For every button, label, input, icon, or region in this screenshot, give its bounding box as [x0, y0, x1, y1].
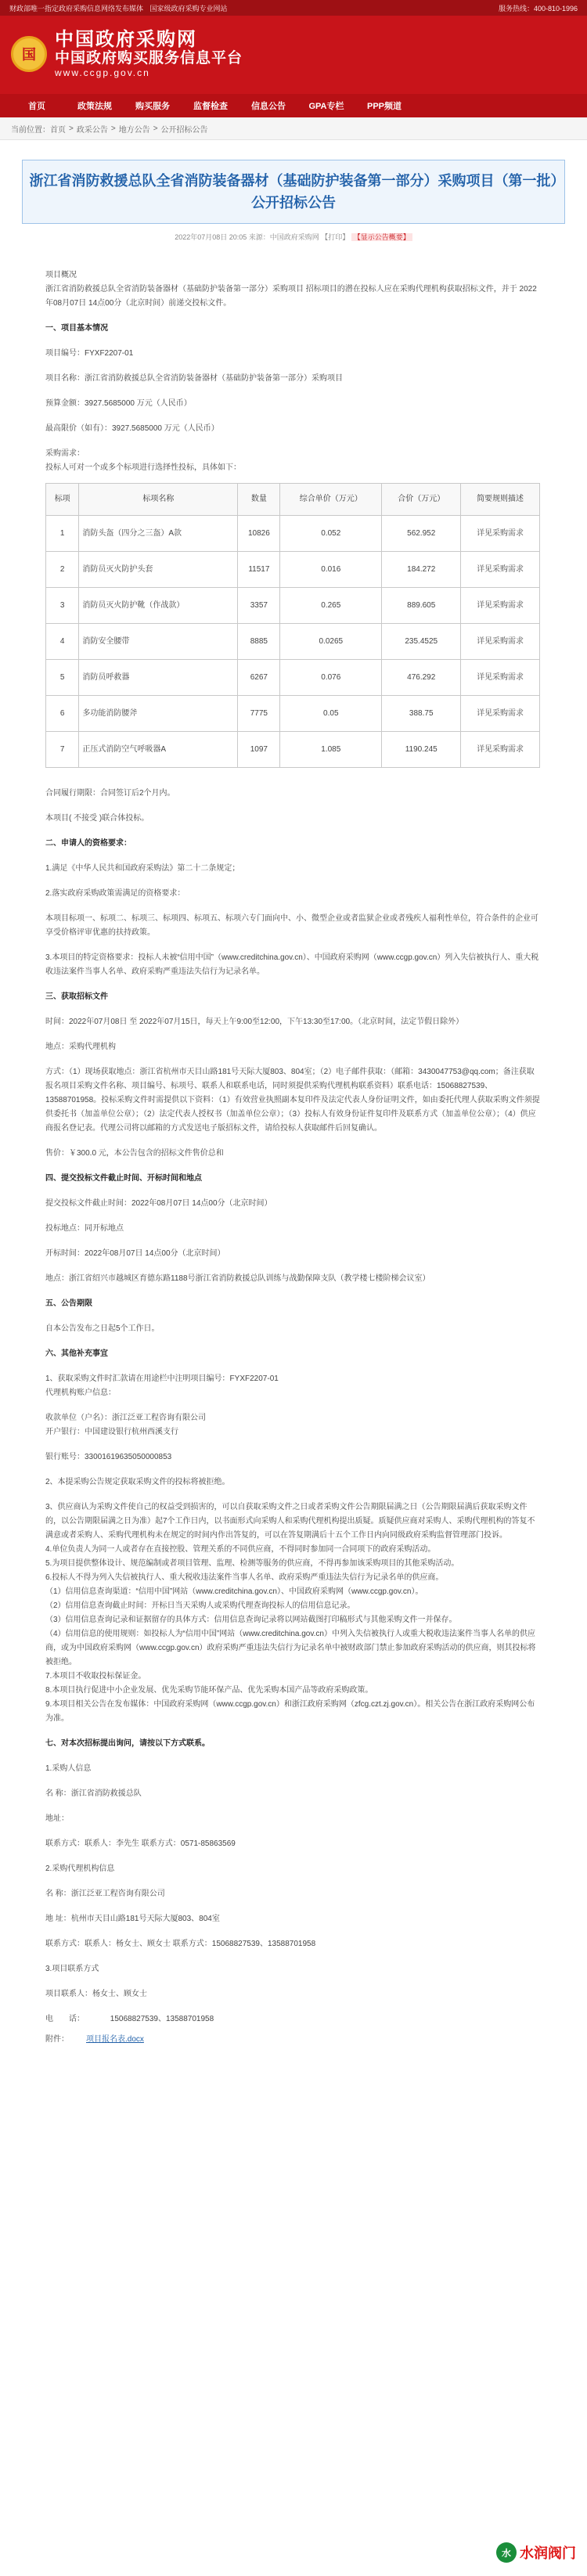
requirement-intro: 投标人可对一个或多个标项进行选择性投标，具体如下： — [45, 463, 241, 472]
cell-lot: 4 — [46, 624, 79, 660]
overview-head: 项目概况 — [45, 271, 77, 279]
top-bar — [0, 0, 587, 16]
lot-table — [45, 483, 540, 768]
site-url: www.ccgp.gov.cn — [55, 67, 150, 78]
project-name: 项目名称：浙江省消防救援总队全省消防装备器材（基础防护装备第一部分）采购项目 — [45, 374, 343, 383]
cell-desc: 详见采购需求 — [461, 696, 540, 732]
main-nav — [0, 94, 587, 117]
other-2: 2、本提采购公告规定获取采购文件的投标将被拒绝。 — [45, 1478, 230, 1486]
breadcrumb-home[interactable]: 首页 — [50, 125, 66, 135]
contact-3-tel-value: 15068827539、13588701958 — [110, 2015, 214, 2023]
nav-ppp[interactable]: PPP频道 — [366, 102, 402, 111]
cell-qty: 3357 — [238, 588, 280, 624]
cell-total: 562.952 — [382, 516, 461, 552]
contact-1-address: 地址： — [45, 1814, 69, 1823]
other-6c: （3）信用信息查询记录和证据留存的具体方式：信用信息查询记录将以网站截图打印稿形式与其他采购文件一并保存。 — [45, 1616, 457, 1624]
cell-lot: 6 — [46, 696, 79, 732]
period: 自本公告发布之日起5个工作日。 — [45, 1324, 160, 1333]
section-7-heading: 七、对本次招标提出询问，请按以下方式联系。 — [45, 1739, 210, 1748]
cell-qty: 6267 — [238, 660, 280, 696]
table-row — [46, 696, 540, 732]
qualification-1: 1.满足《中华人民共和国政府采购法》第二十二条规定； — [45, 864, 240, 873]
col-total: 合价（万元） — [382, 484, 461, 516]
watermark-logo-icon: 水 — [496, 2542, 517, 2563]
get-way: 方式：（1）现场获取地点：浙江省杭州市天目山路181号天际大厦803、804室；（2）电子邮件获取：（邮箱：3430047753@qq.com；备注获取报名项目采购文件名称、项目编号、标项号、联系人和联系电话，同时须提供采购代理机构联系资料）联系电话：15068827539、13588701958。投标采购文件时需提供以下资料：（1）有效营业执照副本复印件及法定代表人身份证明文件，如由委托代理人获取采购文件须提供委托书（加盖单位公章）；（2）法定代表人授权书（加盖单位公章）；（3）投标人有效身份证件复印件及联系方式（加盖单位公章）；（4）供应商报名登记表。代理公司将以邮箱的方式发送电子版招标文件，请给投标人获取邮件后回复确认。 — [45, 1068, 540, 1133]
cell-total: 388.75 — [382, 696, 461, 732]
cell-qty: 1097 — [238, 732, 280, 768]
site-name: 中国政府采购网 — [55, 29, 197, 50]
qualification-2: 2.落实政府采购政策需满足的资格要求： — [45, 889, 185, 898]
submit-place: 投标地点：同开标地点 — [45, 1224, 124, 1233]
other-3: 3、供应商认为采购文件使自己的权益受到损害的，可以自获取采购文件之日或者采购文件公告期限届满之日（公告期限届满后获取采购文件的，以公告期限届满之日为准）起7个工作日内，以书面形式向采购人和采购代理机构提出质疑。质疑供应商对采购人、采购代理机构的答复不满意或者采购人、采购代理机构未在规定的时间内作出答复的，可以在答复期满后十五个工作日内向同级政府采购监督管理部门投诉。 — [45, 1503, 535, 1540]
cell-desc: 详见采购需求 — [461, 660, 540, 696]
requirement-head: 采购需求： — [45, 449, 85, 458]
budget: 预算金额：3927.5685000 万元（人民币） — [45, 399, 192, 408]
cell-desc: 详见采购需求 — [461, 588, 540, 624]
other-5: 5.为项目提供整体设计、规范编制或者项目管理、监理、检测等服务的供应商，不得再参加该采购项目的其他采购活动。 — [45, 1559, 459, 1568]
qualification-3: 3.本项目的特定资格要求：投标人未被“信用中国”（www.creditchina.gov.cn）、中国政府采购网（www.ccgp.gov.cn）列入失信被执行人、重大税收违法案件当事人名单、政府采购严重违法失信行为记录名单。 — [45, 953, 539, 976]
cell-unit-price: 0.265 — [280, 588, 382, 624]
col-name: 标项名称 — [79, 484, 238, 516]
cell-unit-price: 0.05 — [280, 696, 382, 732]
notice-meta — [22, 232, 565, 242]
cell-qty: 10826 — [238, 516, 280, 552]
site-header — [0, 16, 587, 94]
consortium: 本项目( 不接受 )联合体投标。 — [45, 814, 149, 823]
breadcrumb-local[interactable]: 地方公告 — [118, 125, 150, 135]
contact-2-address: 地 址：杭州市天目山路181号天际大厦803、804室 — [45, 1915, 220, 1923]
open-time: 开标时间：2022年08月07日 14点00分（北京时间） — [45, 1249, 225, 1258]
cell-unit-price: 0.016 — [280, 552, 382, 588]
nav-services[interactable]: 购买服务 — [135, 102, 170, 111]
summary-toggle[interactable]: 【显示公告概要】 — [351, 233, 412, 241]
cell-qty: 7775 — [238, 696, 280, 732]
attachment-row — [45, 2033, 542, 2047]
other-1d: 开户银行：中国建设银行杭州西溪支行 — [45, 1428, 178, 1436]
cell-name: 多功能消防腰斧 — [79, 696, 238, 732]
nav-home[interactable]: 首页 — [28, 102, 45, 111]
other-7: 7.本项目不收取投标保证金。 — [45, 1672, 146, 1681]
site-logo[interactable] — [11, 30, 243, 78]
col-lot: 标项 — [46, 484, 79, 516]
attachment-label: 附件： — [45, 2035, 69, 2044]
notice-title: 浙江省消防救援总队全省消防装备器材（基础防护装备第一部分）采购项目（第一批）公开招标公告 — [29, 173, 558, 211]
cell-unit-price: 0.052 — [280, 516, 382, 552]
cell-qty: 8885 — [238, 624, 280, 660]
nav-supervision[interactable]: 监督检查 — [193, 102, 228, 111]
hotline: 服务热线：400-810-1996 — [498, 4, 578, 13]
watermark-text: 水润阀门 — [520, 2545, 576, 2561]
cell-desc: 详见采购需求 — [461, 552, 540, 588]
other-1: 1、获取采购文件时汇款请在用途栏中注明项目编号：FYXF2207-01 — [45, 1374, 279, 1383]
cell-name: 消防员灭火防护靴（作战款） — [79, 588, 238, 624]
cell-unit-price: 1.085 — [280, 732, 382, 768]
site-subname: 中国政府购买服务信息平台 — [55, 50, 243, 67]
contact-2-head: 2.采购代理机构信息 — [45, 1864, 115, 1873]
cell-unit-price: 0.0265 — [280, 624, 382, 660]
contact-3-head: 3.项目联系方式 — [45, 1965, 99, 1973]
cell-desc: 详见采购需求 — [461, 624, 540, 660]
deadline: 提交投标文件截止时间：2022年08月07日 14点00分（北京时间） — [45, 1199, 272, 1208]
cell-lot: 7 — [46, 732, 79, 768]
notice-body — [22, 268, 565, 2047]
top-link-2[interactable]: 国家级政府采购专业网站 — [149, 4, 228, 13]
get-place: 地点：采购代理机构 — [45, 1043, 116, 1051]
get-price: 售价：￥300.0 元，本公告包含的招标文件售价总和 — [45, 1149, 224, 1158]
breadcrumb-current[interactable]: 公开招标公告 — [160, 125, 208, 135]
contact-1-head: 1.采购人信息 — [45, 1764, 92, 1773]
cell-lot: 2 — [46, 552, 79, 588]
cell-desc: 详见采购需求 — [461, 516, 540, 552]
get-time: 时间：2022年07月08日 至 2022年07月15日，每天上午9:00至12:00，下午13:30至17:00。（北京时间，法定节假日除外） — [45, 1018, 464, 1026]
contact-3-tel-label: 电 话： — [45, 2015, 85, 2023]
other-6b: （2）信用信息查询截止时间：开标日当天采购人或采购代理查询投标人的信用信息记录。 — [45, 1601, 355, 1610]
other-8: 8.本项目执行促进中小企业发展、优先采购节能环保产品、优先采购本国产品等政府采购政策。 — [45, 1686, 373, 1695]
attachment-link[interactable]: 项目报名表.docx — [86, 2035, 144, 2044]
top-link-1[interactable]: 财政部唯一指定政府采购信息网络发布媒体 — [9, 4, 144, 13]
cell-name: 消防员灭火防护头套 — [79, 552, 238, 588]
other-1c: 收款单位（户名）：浙江泛亚工程咨询有限公司 — [45, 1414, 206, 1422]
table-row — [46, 552, 540, 588]
contact-2-tel: 联系方式：联系人：杨女士、顾女士 联系方式：15068827539、13588701958 — [45, 1940, 316, 1948]
contact-1-tel: 联系方式：联系人：李先生 联系方式：0571-85863569 — [45, 1839, 236, 1848]
cell-total: 1190.245 — [382, 732, 461, 768]
contact-3-person: 项目联系人：杨女士、顾女士 — [45, 1990, 147, 1998]
breadcrumb-notices[interactable]: 政采公告 — [76, 125, 108, 135]
other-6d: （4）信用信息的使用规则：如投标人为“信用中国”网站（www.creditchina.gov.cn）中列入失信被执行人或重大税收违法案件当事人名单的供应商，或为中国政府采购网（www.ccgp.gov.cn）政府采购严重违法失信行为记录名单中被财政部门禁止参加政府采购活动的供应商，则其投标将被拒绝。 — [45, 1630, 536, 1666]
cell-total: 235.4525 — [382, 624, 461, 660]
open-place: 地点：浙江省绍兴市越城区育德东路1188号浙江省消防救援总队训练与战勤保障支队（教学楼七楼阶梯会议室） — [45, 1274, 430, 1283]
cell-lot: 3 — [46, 588, 79, 624]
cell-unit-price: 0.076 — [280, 660, 382, 696]
cell-desc: 详见采购需求 — [461, 732, 540, 768]
cell-total: 184.272 — [382, 552, 461, 588]
publish-info: 2022年07月08日 20:05 来源：中国政府采购网 【打印】 — [175, 233, 350, 241]
section-2-heading: 二、申请人的资格要求： — [45, 839, 131, 848]
col-desc: 简要规则描述 — [461, 484, 540, 516]
nav-policy[interactable]: 政策法规 — [77, 102, 112, 111]
section-3-heading: 三、获取招标文件 — [45, 993, 108, 1001]
table-row — [46, 660, 540, 696]
cell-name: 消防头盔（四分之三盔）A款 — [79, 516, 238, 552]
cell-name: 消防员呼救器 — [79, 660, 238, 696]
overview-text: 浙江省消防救援总队全省消防装备器材（基础防护装备第一部分）采购项目 招标项目的潜在投标人应在采购代理机构获取招标文件，并于 2022年08月07日 14点00分（北京时间）前递交投标文件。 — [45, 285, 537, 308]
table-row — [46, 732, 540, 768]
table-header-row — [46, 484, 540, 516]
contract-term: 合同履行期限：合同签订后2个月内。 — [45, 789, 175, 798]
qualification-2-detail: 本项目标项一、标项二、标项三、标项四、标项五、标项六专门面向中、小、微型企业或者监狱企业或者残疾人福利性单位，符合条件的企业可享受价格评审优惠的扶持政策。 — [45, 914, 538, 937]
table-row — [46, 516, 540, 552]
cell-lot: 5 — [46, 660, 79, 696]
cell-name: 消防安全腰带 — [79, 624, 238, 660]
other-1b: 代理机构账户信息： — [45, 1389, 116, 1397]
col-qty: 数量 — [238, 484, 280, 516]
notice-title-box — [22, 160, 565, 224]
contact-2-name: 名 称：浙江泛亚工程咨询有限公司 — [45, 1890, 165, 1898]
section-4-heading: 四、提交投标文件截止时间、开标时间和地点 — [45, 1174, 202, 1183]
breadcrumb-prefix: 当前位置： — [11, 125, 50, 135]
other-9: 9.本项目相关公告在发布媒体：中国政府采购网（www.ccgp.gov.cn）和浙江政府采购网（zfcg.czt.zj.gov.cn）。相关公告在浙江政府采购网公布为准。 — [45, 1700, 535, 1723]
section-5-heading: 五、公告期限 — [45, 1299, 92, 1308]
breadcrumb: 当前位置： 首页 > 政采公告 > 地方公告 > 公开招标公告 — [0, 117, 587, 140]
watermark — [496, 2542, 576, 2563]
other-6a: （1）信用信息查询渠道：“信用中国”网站（www.creditchina.gov.cn）、中国政府采购网（www.ccgp.gov.cn）。 — [45, 1587, 423, 1596]
table-row — [46, 588, 540, 624]
contact-3-tel — [45, 2012, 542, 2027]
other-4: 4.单位负责人为同一人或者存在直接控股、管理关系的不同供应商，不得同时参加同一合同项下的政府采购活动。 — [45, 1545, 436, 1554]
contact-1-name: 名 称：浙江省消防救援总队 — [45, 1789, 142, 1798]
top-links — [9, 3, 232, 13]
cell-qty: 11517 — [238, 552, 280, 588]
other-1e: 银行账号：33001619635050000853 — [45, 1453, 172, 1461]
cell-total: 476.292 — [382, 660, 461, 696]
notice-content — [22, 160, 565, 2047]
nav-gpa[interactable]: GPA专栏 — [308, 102, 344, 111]
col-unit-price: 综合单价（万元） — [280, 484, 382, 516]
nav-notices[interactable]: 信息公告 — [251, 102, 286, 111]
section-1-heading: 一、项目基本情况 — [45, 324, 108, 333]
cell-lot: 1 — [46, 516, 79, 552]
max-price: 最高限价（如有）：3927.5685000 万元（人民币） — [45, 424, 219, 433]
cell-total: 889.605 — [382, 588, 461, 624]
national-emblem-icon: 国 — [11, 36, 47, 72]
cell-name: 正压式消防空气呼吸器A — [79, 732, 238, 768]
table-row — [46, 624, 540, 660]
section-6-heading: 六、其他补充事宜 — [45, 1349, 108, 1358]
project-number: 项目编号：FYXF2207-01 — [45, 349, 134, 358]
other-6: 6.投标人不得为列入失信被执行人、重大税收违法案件当事人名单、政府采购严重违法失信行为记录名单的供应商。 — [45, 1573, 444, 1582]
